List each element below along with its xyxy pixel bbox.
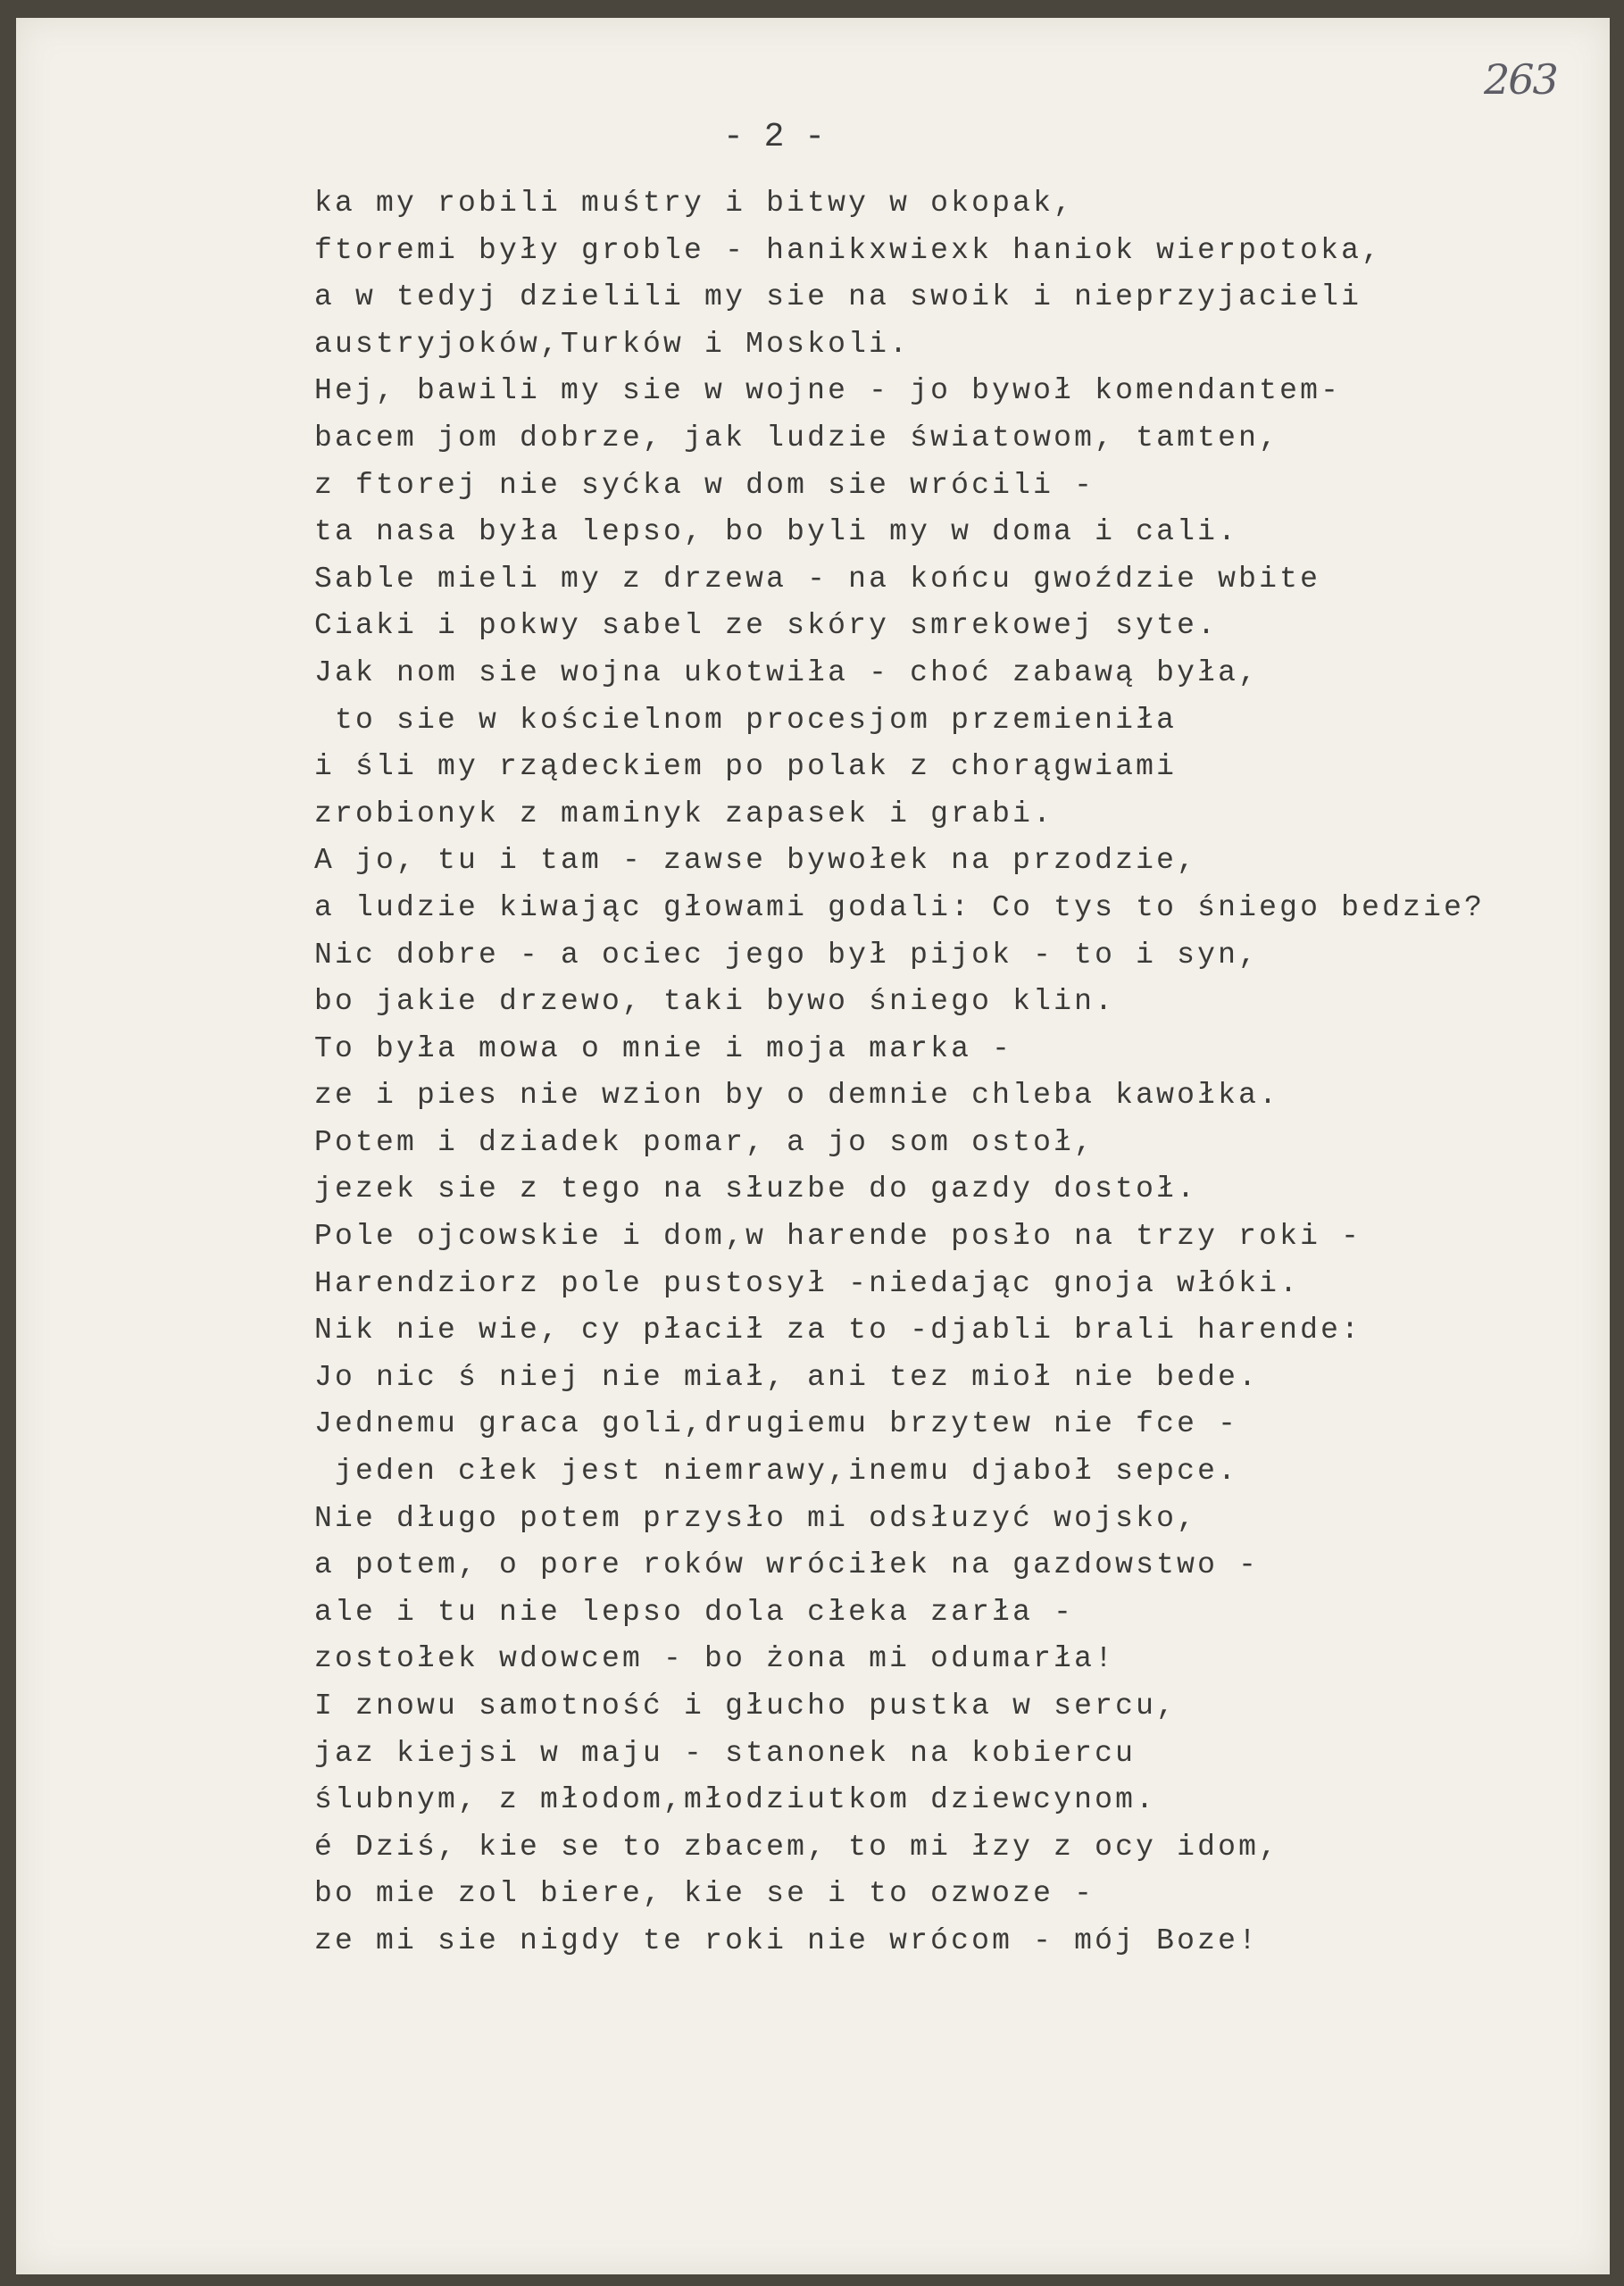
poem-text xyxy=(314,180,1485,1965)
poem-line: jezek sie z tego na słuzbe do gazdy dostoł. xyxy=(314,1172,1198,1206)
poem-line: ale i tu nie lepso dola cłeka zarła - xyxy=(314,1595,1075,1629)
poem-line: I znowu samotność i głucho pustka w sercu, xyxy=(314,1689,1178,1723)
poem-line: zostołek wdowcem - bo żona mi odumarła! xyxy=(314,1642,1116,1676)
poem-line: to sie w kościelnom procesjom przemieniła xyxy=(314,703,1178,737)
poem-line: ze mi sie nigdy te roki nie wrócom - mój Boze! xyxy=(314,1923,1260,1957)
poem-line: Potem i dziadek pomar, a jo som ostoł, xyxy=(314,1125,1095,1159)
page-number: - 2 - xyxy=(723,118,826,156)
poem-line: z ftorej nie syćka w dom sie wrócili - xyxy=(314,468,1095,502)
poem-line: bo jakie drzewo, taki bywo śniego klin. xyxy=(314,985,1116,1019)
poem-line: Jo nic ś niej nie miał, ani tez mioł nie bede. xyxy=(314,1360,1260,1394)
folio-number: 263 xyxy=(1484,55,1557,104)
poem-line: ta nasa była lepso, bo byli my w doma i cali. xyxy=(314,515,1239,549)
poem-line: ślubnym, z młodom,młodziutkom dziewcynom. xyxy=(314,1783,1157,1817)
poem-line: jeden cłek jest niemrawy,inemu djaboł sepce. xyxy=(314,1455,1239,1489)
poem-line: Hej, bawili my sie w wojne - jo bywoł komendantem- xyxy=(314,374,1342,408)
poem-line: bo mie zol biere, kie se i to ozwoze - xyxy=(314,1877,1095,1911)
poem-line: Nik nie wie, cy płacił za to -djabli brali harende: xyxy=(314,1314,1362,1347)
poem-line: a ludzie kiwając głowami godali: Co tys to śniego bedzie? xyxy=(314,890,1486,924)
poem-line: austryjoków,Turków i Moskoli. xyxy=(314,327,911,361)
poem-line: To była mowa o mnie i moja marka - xyxy=(314,1031,1013,1065)
poem-line: Pole ojcowskie i dom,w harende posło na trzy roki - xyxy=(314,1220,1362,1254)
poem-line: Sable mieli my z drzewa - na końcu gwoździe wbite xyxy=(314,562,1321,596)
poem-line: ka my robili muśtry i bitwy w okopak, xyxy=(314,187,1075,220)
poem-line: Jednemu graca goli,drugiemu brzytew nie fce - xyxy=(314,1407,1239,1441)
poem-line: bacem jom dobrze, jak ludzie światowom, tamten, xyxy=(314,421,1280,455)
poem-line: A jo, tu i tam - zawse bywołek na przodzie, xyxy=(314,844,1198,878)
poem-line: ftoremi były groble - hanikxwiexk haniok wierpotoka, xyxy=(314,233,1383,267)
poem-line: Harendziorz pole pustosył -niedając gnoja włóki. xyxy=(314,1266,1301,1300)
poem-line: Jak nom sie wojna ukotwiła - choć zabawą była, xyxy=(314,655,1260,689)
poem-line: Nic dobre - a ociec jego był pijok - to i syn, xyxy=(314,938,1260,972)
poem-line: a potem, o pore roków wróciłek na gazdowstwo - xyxy=(314,1548,1260,1582)
poem-line: jaz kiejsi w maju - stanonek na kobiercu xyxy=(314,1736,1137,1770)
poem-line: zrobionyk z maminyk zapasek i grabi. xyxy=(314,797,1054,830)
poem-line: a w tedyj dzielili my sie na swoik i nieprzyjacieli xyxy=(314,280,1362,314)
poem-line: ze i pies nie wzion by o demnie chleba kawołka. xyxy=(314,1079,1280,1113)
poem-line: Nie długo potem przysło mi odsłuzyć wojsko, xyxy=(314,1501,1198,1535)
poem-line: Ciaki i pokwy sabel ze skóry smrekowej syte. xyxy=(314,609,1219,643)
poem-line: i śli my rządeckiem po polak z chorągwiami xyxy=(314,750,1178,784)
poem-line: é Dziś, kie se to zbacem, to mi łzy z ocy idom, xyxy=(314,1830,1280,1864)
